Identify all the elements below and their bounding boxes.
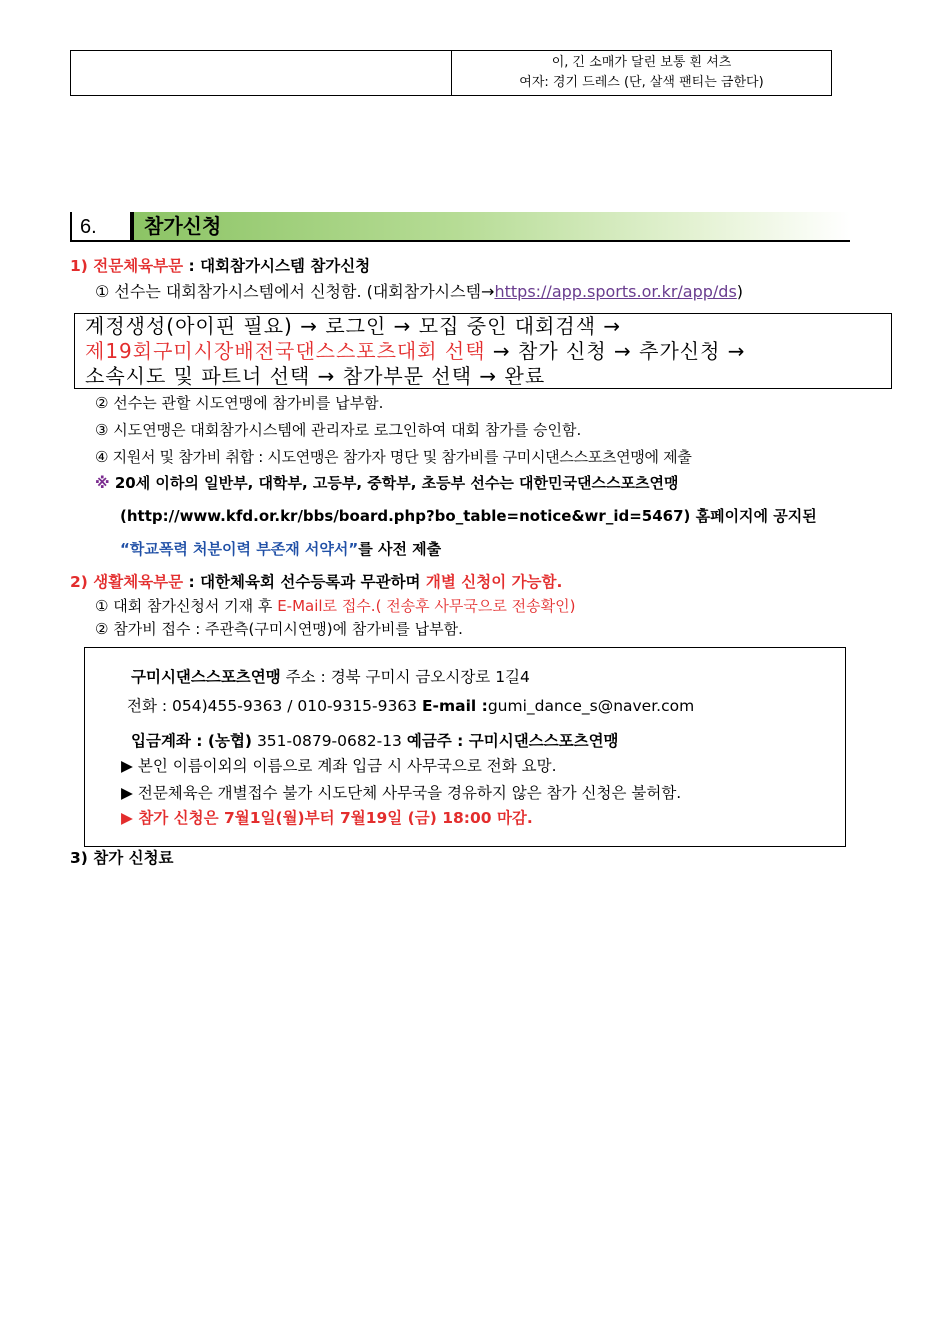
- holder: 구미시댄스스포츠연맹: [468, 732, 619, 750]
- pro-item1-close: ): [736, 282, 744, 301]
- contact-note2: ▶ 전문체육은 개별접수 불가 시도단체 사무국을 경유하지 않은 참가 신청은 불허함.: [121, 784, 682, 802]
- table-cell-left: [71, 51, 452, 95]
- top-table: [70, 50, 832, 96]
- contact-phone-line: [127, 696, 694, 716]
- pro-item4: ④ 지원서 및 참가비 취합 : 시도연맹은 참가자 명단 및 참가비를 구미시댄스스포츠연맹에 제출: [95, 448, 692, 466]
- note-mark: ※: [95, 474, 110, 492]
- note-line1: [95, 473, 678, 493]
- section-title: 참가신청: [130, 212, 850, 242]
- phone: 054)455-9363 / 010-9315-9363: [172, 697, 418, 715]
- account-line: [131, 731, 619, 751]
- life-heading-label: 2) 생활체육부문: [70, 573, 184, 591]
- pro-item3: ③ 시도연맹은 대회참가시스템에 관리자로 로그인하여 대회 참가를 승인함.: [95, 421, 582, 439]
- section-number: 6.: [70, 212, 136, 242]
- pro-heading-sep: :: [183, 257, 201, 275]
- life-heading: [70, 572, 562, 592]
- pro-item1: [95, 282, 743, 302]
- account-label: 입금계좌 : (농협): [131, 732, 252, 750]
- flow-line2-rest: → 참가 신청 → 추가신청 →: [485, 339, 746, 363]
- table-right-line2: 여자: 경기 드레스 (단, 살색 팬티는 금한다): [519, 75, 764, 90]
- note-pledge: “학교폭력 처분이력 부존재 서약서”: [120, 540, 359, 558]
- pro-item1-text: ① 선수는 대회참가시스템에서 신청함. (대회참가시스템→: [95, 282, 495, 301]
- section-heading: [70, 212, 836, 242]
- note-line3: [120, 539, 441, 559]
- life-heading-sep: :: [183, 573, 201, 591]
- flow-event-name: 제19회구미시장배전국댄스스포츠대회 선택: [85, 339, 486, 363]
- life-item1: [95, 596, 575, 616]
- contact-org: 구미시댄스스포츠연맹: [131, 668, 281, 686]
- note-line3-rest: 를 사전 제출: [358, 540, 442, 558]
- flow-line1: 계정생성(아이핀 필요) → 로그인 → 모집 중인 대회검색 →: [85, 314, 622, 338]
- system-link[interactable]: https://app.sports.or.kr/app/ds: [494, 282, 737, 301]
- flow-line3: 소속시도 및 파트너 선택 → 참가부문 선택 → 완료: [85, 364, 546, 388]
- holder-label: 예금주 :: [406, 732, 469, 750]
- email[interactable]: gumi_dance_s@naver.com: [487, 697, 695, 715]
- contact-org-line: [131, 667, 530, 687]
- life-item1-red: E-Mail로 접수.( 전송후 사무국으로 전송확인): [277, 597, 576, 615]
- note-text1: 20세 이하의 일반부, 대학부, 고등부, 중학부, 초등부 선수는 대한민국댄스스포츠연맹: [114, 474, 679, 492]
- procedure-flow-box: [74, 313, 892, 389]
- contact-box: [84, 647, 846, 847]
- pro-item2: ② 선수는 관할 시도연맹에 참가비를 납부함.: [95, 394, 384, 412]
- deadline-note: ▶ 참가 신청은 7월1일(월)부터 7월19일 (금) 18:00 마감.: [121, 809, 533, 827]
- note-line2: (http://www.kfd.or.kr/bbs/board.php?bo_table=notice&wr_id=5467) 홈페이지에 공지된: [120, 507, 817, 525]
- email-label: E-mail :: [421, 697, 488, 715]
- table-cell-right: [452, 51, 831, 95]
- phone-label: 전화 :: [127, 697, 173, 715]
- flow-line2: [85, 339, 891, 364]
- pro-heading-text: 대회참가시스템 참가신청: [200, 257, 371, 275]
- life-heading-text: 대한체육회 선수등록과 무관하며: [200, 573, 426, 591]
- fee-heading: 3) 참가 신청료: [70, 849, 174, 867]
- account-number: 351-0879-0682-13: [256, 732, 402, 750]
- pro-heading-label: 1) 전문체육부문: [70, 257, 184, 275]
- life-heading-red: 개별 신청이 가능함.: [425, 573, 563, 591]
- address-label: 주소 :: [280, 668, 331, 686]
- pro-heading: [70, 256, 370, 276]
- life-item1-text: ① 대회 참가신청서 기재 후: [95, 597, 278, 615]
- contact-note1: ▶ 본인 이름이외의 이름으로 계좌 입금 시 사무국으로 전화 요망.: [121, 757, 557, 775]
- table-right-line1: 이, 긴 소매가 달린 보통 흰 셔츠: [551, 55, 732, 70]
- life-item2: ② 참가비 접수 : 주관측(구미시연맹)에 참가비를 납부함.: [95, 620, 463, 638]
- address: 경북 구미시 금오시장로 1길4: [330, 668, 530, 686]
